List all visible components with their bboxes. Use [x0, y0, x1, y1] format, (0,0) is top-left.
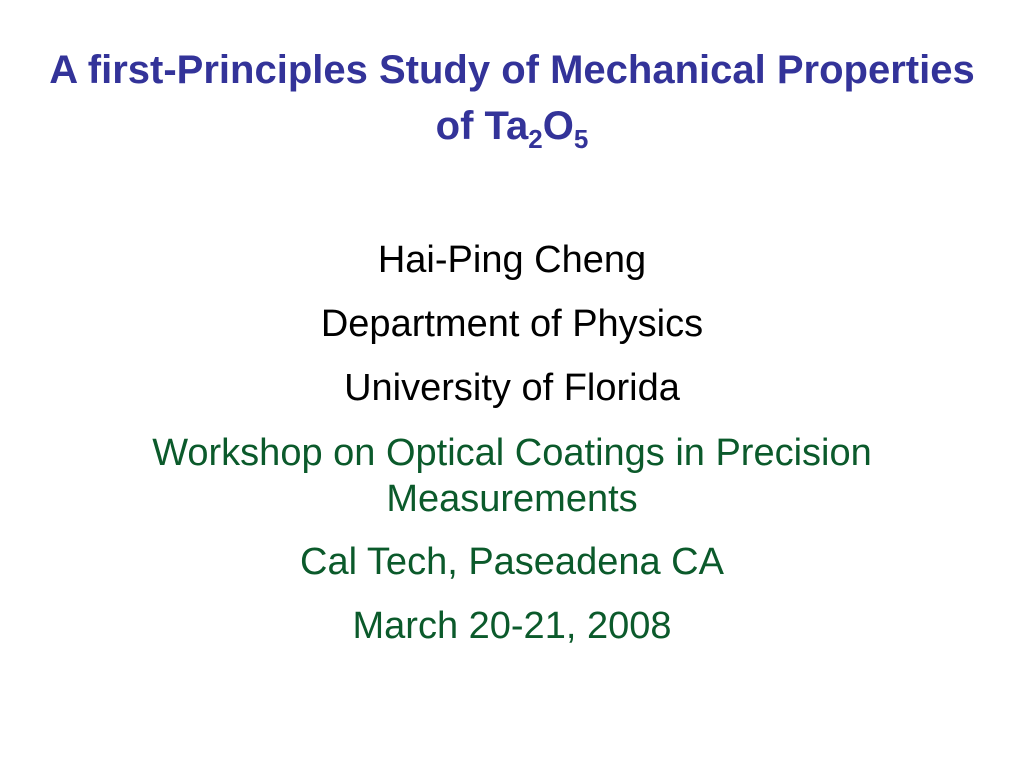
- slide-title: [40, 42, 984, 154]
- title-subscript-2: 2: [528, 124, 543, 154]
- event-date: March 20-21, 2008: [352, 605, 672, 647]
- workshop-name: Workshop on Optical Coatings in Precision Measurements: [152, 432, 872, 520]
- author-name: Hai-Ping Cheng: [377, 239, 647, 281]
- title-text: A first-Principles Study of Mechanical Properties of Ta: [49, 48, 975, 148]
- title-subscript-5: 5: [573, 124, 589, 154]
- event-location: Cal Tech, Paseadena CA: [300, 541, 724, 583]
- university: University of Florida: [344, 367, 680, 409]
- slide-body: [40, 238, 984, 668]
- title-oxygen: O: [542, 104, 574, 148]
- department: Department of Physics: [320, 303, 704, 345]
